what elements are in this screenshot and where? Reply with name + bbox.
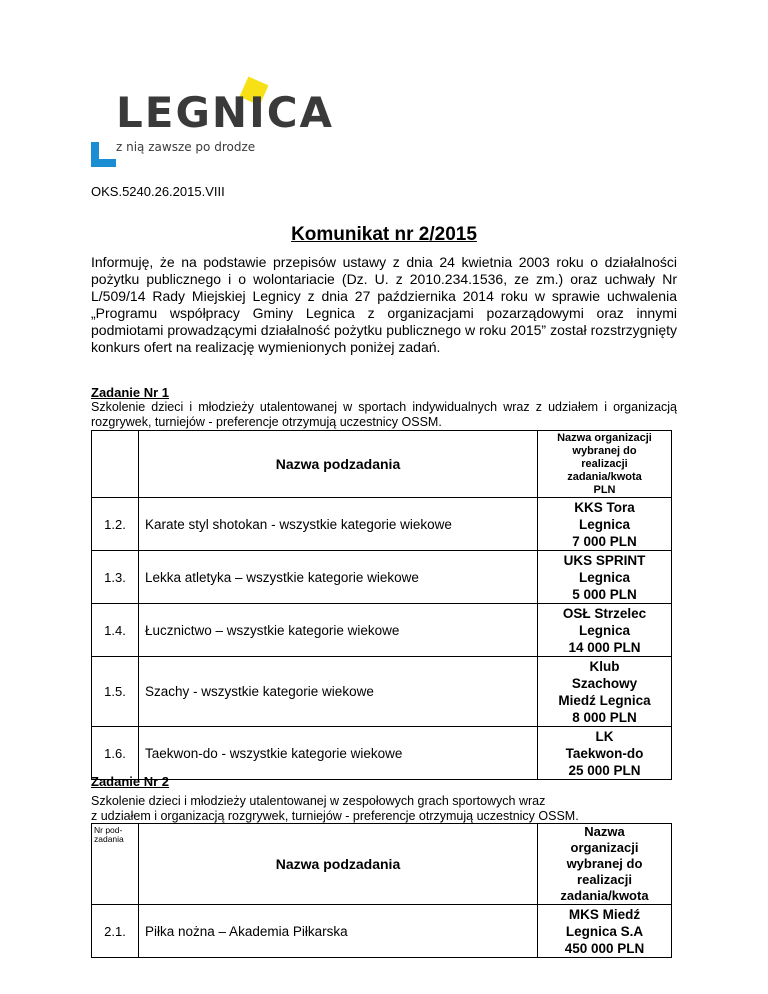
task2-header-org: Nazwa organizacji wybranej do realizacji zadania/kwota: [538, 824, 672, 905]
intro-paragraph: Informuję, że na podstawie przepisów ustawy z dnia 24 kwietnia 2003 roku o działalności pożytku publicznego i o wolontariacie (Dz. U. z 2010.234.1536, ze zm.) oraz uchwały Nr L/509/14 Rady Miejskiej Legnicy z dnia 27 października 2014 roku w sprawie uchwalenia „Programu współpracy Gminy Legnica z organizacjami pozarządowymi oraz innymi podmiotami prowadzącymi działalność pożytku publicznego w roku 2015” został rozstrzygnięty konkurs ofert na realizację wymienionych poniżej zadań.: [91, 254, 677, 355]
task1-header-nr: [92, 431, 139, 498]
subtask-number: 1.5.: [92, 657, 139, 727]
subtask-number: 1.2.: [92, 498, 139, 551]
logo-tagline: z nią zawsze po drodze: [116, 140, 256, 154]
task1-header-name: Nazwa podzadania: [139, 431, 538, 498]
task2-header-name: Nazwa podzadania: [139, 824, 538, 905]
table-row: [92, 727, 672, 780]
subtask-number: 2.1.: [92, 905, 139, 958]
task1-header-row: [92, 431, 672, 498]
document-reference: OKS.5240.26.2015.VIII: [91, 184, 225, 199]
subtask-organization: KKS Tora Legnica 7 000 PLN: [538, 498, 672, 551]
table-row: [92, 498, 672, 551]
table-row: [92, 604, 672, 657]
subtask-organization: MKS Miedź Legnica S.A 450 000 PLN: [538, 905, 672, 958]
task2-header-row: [92, 824, 672, 905]
task2-header-nr: Nr pod- zadania: [92, 824, 139, 905]
legnica-logo: [91, 86, 335, 176]
task1-header-org: Nazwa organizacji wybranej do realizacji zadania/kwota PLN: [538, 431, 672, 498]
subtask-number: 1.4.: [92, 604, 139, 657]
task1-heading: Zadanie Nr 1: [91, 385, 170, 400]
subtask-name: Karate styl shotokan - wszystkie kategorie wiekowe: [139, 498, 538, 551]
table-row: [92, 551, 672, 604]
subtask-number: 1.3.: [92, 551, 139, 604]
subtask-organization: UKS SPRINT Legnica 5 000 PLN: [538, 551, 672, 604]
subtask-name: Łucznictwo – wszystkie kategorie wiekowe: [139, 604, 538, 657]
subtask-name: Lekka atletyka – wszystkie kategorie wiekowe: [139, 551, 538, 604]
subtask-organization: Klub Szachowy Miedź Legnica 8 000 PLN: [538, 657, 672, 727]
table-row: [92, 905, 672, 958]
logo-blue-l-mark-base: [91, 159, 116, 167]
subtask-name: Taekwon-do - wszystkie kategorie wiekowe: [139, 727, 538, 780]
subtask-name: Szachy - wszystkie kategorie wiekowe: [139, 657, 538, 727]
subtask-organization: OSŁ Strzelec Legnica 14 000 PLN: [538, 604, 672, 657]
table-row: [92, 657, 672, 727]
task2-table: [91, 823, 672, 958]
task2-description: Szkolenie dzieci i młodzieży utalentowanej w zespołowych grach sportowych wraz z udziałem i organizacją rozgrywek, turniejów - preferencje otrzymują uczestnicy OSSM.: [91, 794, 579, 823]
subtask-organization: LK Taekwon-do 25 000 PLN: [538, 727, 672, 780]
task1-description: Szkolenie dzieci i młodzieży utalentowanej w sportach indywidualnych wraz z udziałem i organizacją rozgrywek, turniejów - preferencje otrzymują uczestnicy OSSM.: [91, 400, 677, 429]
page-title: Komunikat nr 2/2015: [291, 224, 477, 245]
task1-table: [91, 430, 672, 780]
task2-heading: Zadanie Nr 2: [91, 774, 170, 789]
logo-wordmark: LEGNICA: [116, 88, 335, 137]
subtask-number: 1.6.: [92, 727, 139, 780]
subtask-name: Piłka nożna – Akademia Piłkarska: [139, 905, 538, 958]
